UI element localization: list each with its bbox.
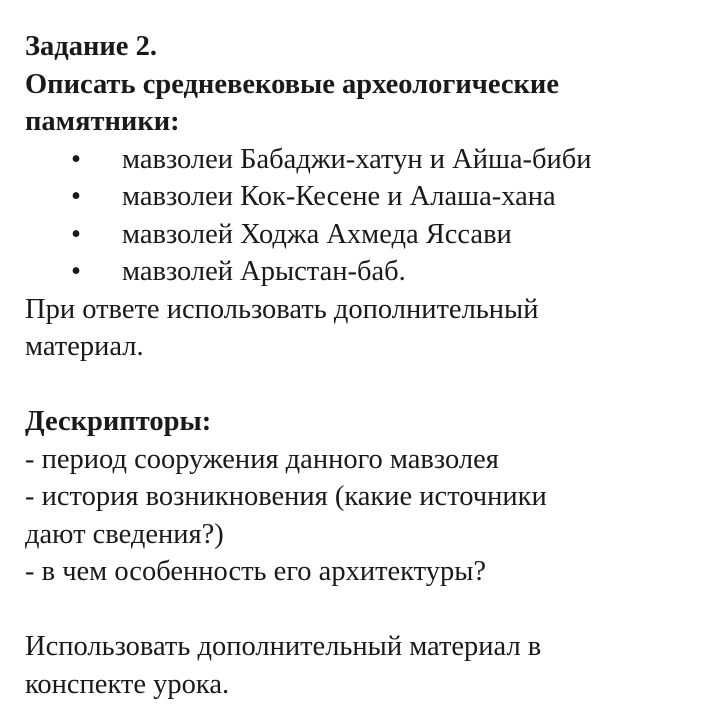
list-item (25, 253, 705, 291)
footer-line1: Использовать дополнительный материал в (25, 631, 542, 662)
bullet-icon: • (71, 256, 81, 287)
list-item (25, 216, 705, 254)
descriptors-heading: Дескрипторы: (25, 406, 212, 437)
bullet-icon: • (71, 181, 81, 212)
descriptor-line: - в чем особенность его архитектуры? (25, 556, 487, 587)
list-item-text: мавзолей Арыстан-баб. (122, 256, 406, 287)
task-heading-line1: Описать средневековые археологические (25, 68, 559, 100)
list-item-text: мавзолей Ходжа Ахмеда Яссави (122, 218, 512, 250)
instruction-line2: материал. (25, 331, 144, 362)
document-page (25, 28, 705, 703)
bullet-icon: • (71, 143, 81, 175)
list-item-text: мавзолеи Кок-Кесене и Алаша-хана (122, 181, 556, 212)
task-heading-line2: памятники: (25, 106, 180, 137)
task-title: Задание 2. (25, 31, 157, 62)
monument-list (25, 141, 705, 291)
spacer (25, 366, 705, 404)
bullet-icon: • (71, 218, 81, 250)
list-item-text: мавзолеи Бабаджи-хатун и Айша-биби (122, 143, 592, 175)
spacer (25, 591, 705, 629)
descriptor-line: дают сведения?) (25, 518, 224, 550)
instruction-line1: При ответе использовать дополнительный (25, 293, 539, 325)
descriptor-line: - история возникновения (какие источники (25, 481, 547, 512)
footer-line2: конспекте урока. (25, 668, 230, 700)
list-item (25, 141, 705, 179)
descriptor-line: - период сооружения данного мавзолея (25, 443, 499, 475)
list-item (25, 178, 705, 216)
